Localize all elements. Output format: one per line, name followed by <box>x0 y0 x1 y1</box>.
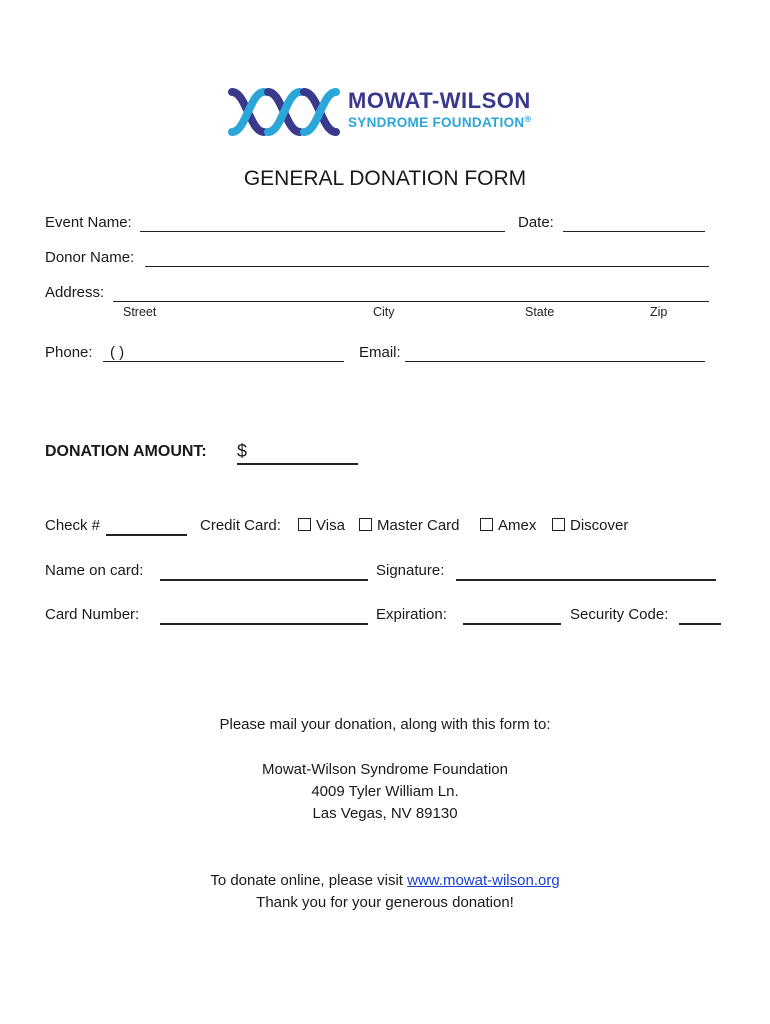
address-street-label: Street <box>123 305 157 319</box>
address-city-label: City <box>373 305 395 319</box>
donor-name-label: Donor Name: <box>45 249 135 266</box>
check-number-field[interactable] <box>106 534 187 536</box>
card-option-discover[interactable] <box>552 517 628 534</box>
event-name-label: Event Name: <box>45 214 132 231</box>
card-option-mastercard[interactable] <box>359 517 460 534</box>
phone-field[interactable] <box>103 361 344 362</box>
donation-amount-label: DONATION AMOUNT: <box>45 443 207 460</box>
mail-org: Mowat-Wilson Syndrome Foundation <box>262 761 508 778</box>
credit-card-label: Credit Card: <box>200 517 281 534</box>
name-on-card-field[interactable] <box>160 579 368 581</box>
double-helix-logo-icon <box>228 86 346 138</box>
mail-instruction: Please mail your donation, along with this form to: <box>219 716 551 733</box>
phone-label: Phone: <box>45 344 93 361</box>
donation-amount-field[interactable] <box>237 463 358 465</box>
thank-you-text: Thank you for your generous donation! <box>256 894 514 911</box>
donor-name-field[interactable] <box>145 266 709 267</box>
email-label: Email: <box>359 344 401 361</box>
amex-checkbox[interactable] <box>480 518 493 531</box>
date-label: Date: <box>518 214 554 231</box>
address-label: Address: <box>45 284 105 301</box>
visa-checkbox[interactable] <box>298 518 311 531</box>
phone-area-code: ( ) <box>110 344 125 361</box>
expiration-label: Expiration: <box>376 606 447 623</box>
card-option-amex[interactable] <box>480 517 536 534</box>
logo-name-line1: MOWAT-WILSON <box>348 88 531 113</box>
date-field[interactable] <box>563 231 705 232</box>
event-name-field[interactable] <box>140 231 505 232</box>
discover-checkbox[interactable] <box>552 518 565 531</box>
signature-label: Signature: <box>376 562 445 579</box>
donation-currency: $ <box>237 441 248 461</box>
visa-label: Visa <box>316 517 345 534</box>
name-on-card-label: Name on card: <box>45 562 144 579</box>
card-option-visa[interactable] <box>298 517 345 534</box>
check-label: Check # <box>45 517 101 534</box>
email-field[interactable] <box>405 361 705 362</box>
amex-label: Amex <box>498 517 537 534</box>
card-number-label: Card Number: <box>45 606 140 623</box>
address-field[interactable] <box>113 301 709 302</box>
security-code-label: Security Code: <box>570 606 669 623</box>
form-title: GENERAL DONATION FORM <box>243 167 527 190</box>
expiration-field[interactable] <box>463 623 561 625</box>
mastercard-label: Master Card <box>377 517 460 534</box>
discover-label: Discover <box>570 517 629 534</box>
mail-address1: 4009 Tyler William Ln. <box>311 783 459 800</box>
online-prefix: To donate online, please visit <box>210 872 408 889</box>
security-code-field[interactable] <box>679 623 721 625</box>
mastercard-checkbox[interactable] <box>359 518 372 531</box>
online-donate-line <box>0 872 770 889</box>
card-number-field[interactable] <box>160 623 368 625</box>
registered-mark: ® <box>524 114 532 124</box>
mail-address2: Las Vegas, NV 89130 <box>312 805 458 822</box>
signature-field[interactable] <box>456 579 716 581</box>
logo <box>228 84 558 140</box>
website-link[interactable]: www.mowat-wilson.org <box>407 872 560 889</box>
address-state-label: State <box>525 305 555 319</box>
logo-name-line2: SYNDROME FOUNDATION <box>348 115 525 130</box>
address-zip-label: Zip <box>650 305 668 319</box>
